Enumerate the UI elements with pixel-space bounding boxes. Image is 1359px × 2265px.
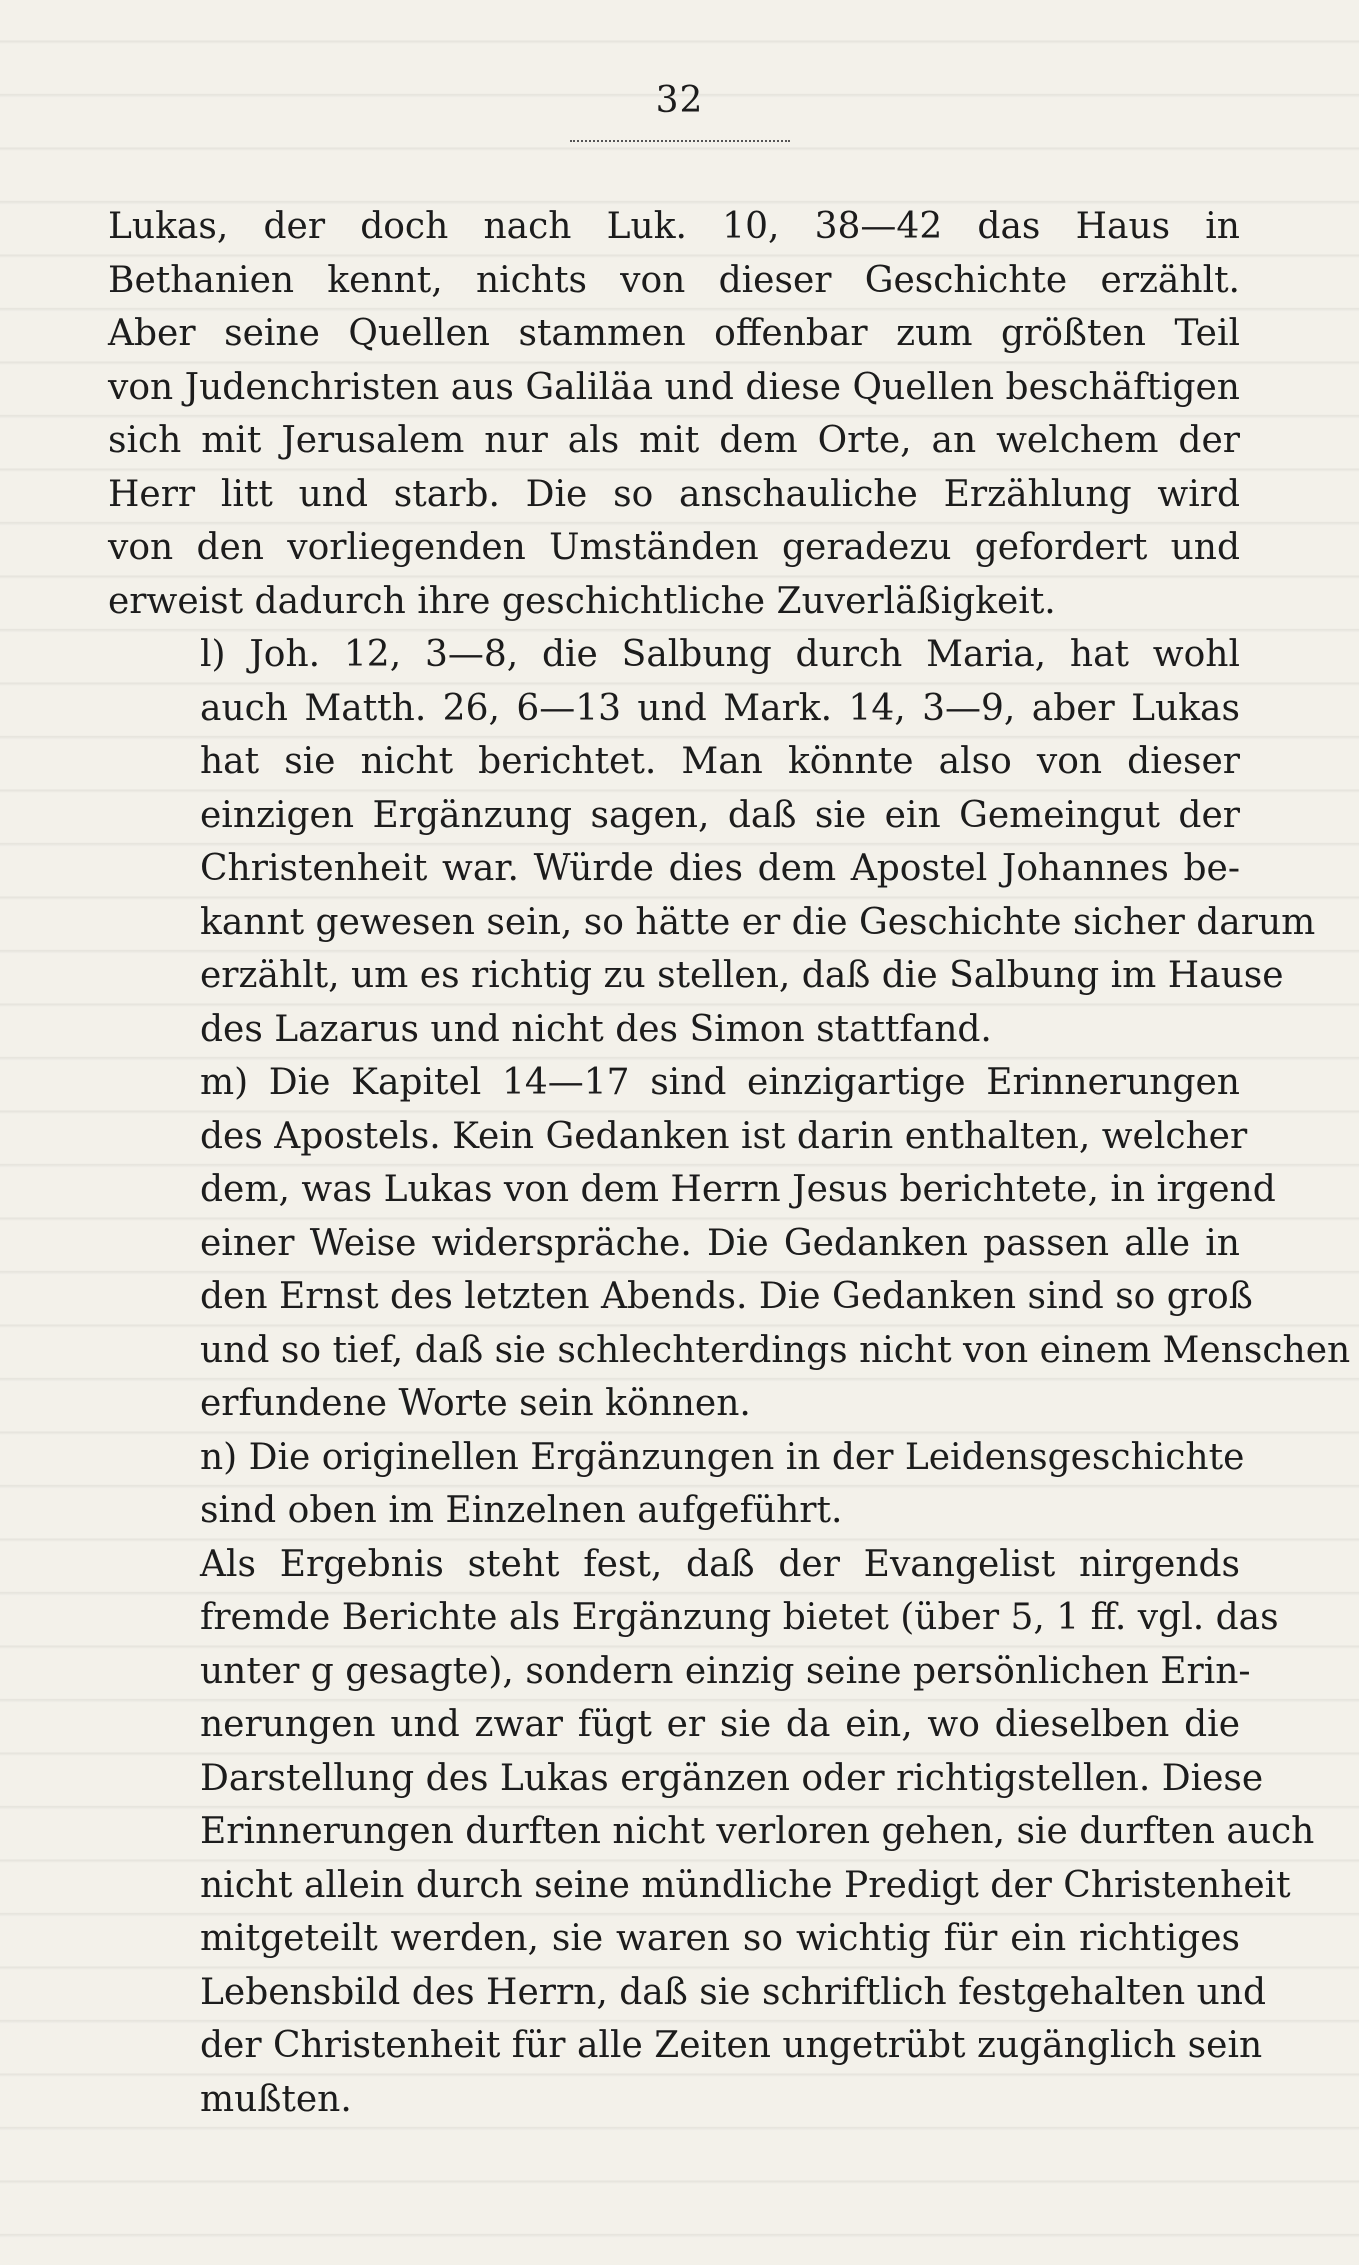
text-line: einer Weise widerspräche. Die Gedanken passen alle in (200, 1222, 1240, 1264)
text-line: Lukas, der doch nach Luk. 10, 38—42 das Haus in (108, 206, 1240, 247)
text-line: Bethanien kennt, nichts von dieser Geschichte erzählt. (108, 259, 1240, 301)
text-line: Lebensbild des Herrn, daß sie schriftlich festgehalten und (200, 1971, 1267, 2013)
text-line: des Apostels. Kein Gedanken ist darin enthalten, welcher (200, 1115, 1248, 1157)
text-line: den Ernst des letzten Abends. Die Gedanken sind so groß (200, 1276, 1253, 1317)
header-rule (570, 140, 790, 142)
text-line: Erinnerungen durften nicht verloren gehen, sie durften auch (200, 1811, 1315, 1852)
text-line: erfundene Worte sein können. (200, 1383, 751, 1424)
text-line: l) Joh. 12, 3—8, die Salbung durch Maria, hat wohl (200, 634, 1240, 675)
text-line: Christenheit war. Würde dies dem Apostel Johannes be- (200, 848, 1240, 889)
body-text (108, 200, 1351, 2126)
paragraph-p2 (108, 628, 1316, 1056)
text-line: dem, was Lukas von dem Herrn Jesus berichtete, in irgend (200, 1169, 1276, 1210)
text-line: sich mit Jerusalem nur als mit dem Orte, an welchem der (108, 420, 1240, 461)
text-line: von den vorliegenden Umständen geradezu gefordert und (108, 527, 1240, 568)
text-line: erzählt, um es richtig zu stellen, daß die Salbung im Hause (200, 955, 1284, 996)
text-line: erweist dadurch ihre geschichtliche Zuverläßigkeit. (108, 580, 1056, 622)
text-line: Aber seine Quellen stammen offenbar zum größten Teil (108, 313, 1240, 354)
text-line: auch Matth. 26, 6—13 und Mark. 14, 3—9, aber Lukas (200, 687, 1240, 729)
page-number: 32 (655, 80, 704, 121)
text-line: hat sie nicht berichtet. Man könnte also von dieser (200, 741, 1240, 782)
text-line: nerungen und zwar fügt er sie da ein, wo dieselben die (200, 1704, 1240, 1745)
paragraph-p5 (108, 1538, 1315, 2127)
text-line: unter g gesagte), sondern einzig seine persönlichen Erin- (200, 1650, 1251, 1692)
text-line: Als Ergebnis steht fest, daß der Evangelist nirgends (200, 1543, 1240, 1585)
text-line: mitgeteilt werden, sie waren so wichtig für ein richtiges (200, 1918, 1240, 1959)
text-line: des Lazarus und nicht des Simon stattfand. (200, 1008, 992, 1050)
text-line: der Christenheit für alle Zeiten ungetrübt zugänglich sein (200, 2025, 1263, 2066)
text-line: nicht allein durch seine mündliche Predigt der Christenheit (200, 1864, 1291, 1906)
paragraph-p4 (108, 1431, 1245, 1538)
text-line: sind oben im Einzelnen aufgeführt. (200, 1490, 843, 1531)
paragraph-p1 (108, 200, 1240, 628)
text-line: Herr litt und starb. Die so anschauliche Erzählung wird (108, 473, 1240, 515)
text-line: mußten. (200, 2078, 352, 2120)
text-line: einzigen Ergänzung sagen, daß sie ein Gemeingut der (200, 794, 1240, 836)
text-line: fremde Berichte als Ergänzung bietet (über 5, 1 ff. vgl. das (200, 1597, 1279, 1638)
text-line: Darstellung des Lukas ergänzen oder richtigstellen. Diese (200, 1757, 1264, 1799)
text-line: m) Die Kapitel 14—17 sind einzigartige Erinnerungen (200, 1062, 1240, 1103)
text-line: und so tief, daß sie schlechterdings nicht von einem Menschen (200, 1329, 1351, 1371)
text-line: kannt gewesen sein, so hätte er die Geschichte sicher darum (200, 901, 1316, 943)
text-line: n) Die originellen Ergänzungen in der Leidensgeschichte (200, 1436, 1245, 1478)
text-line: von Judenchristen aus Galiläa und diese Quellen beschäftigen (108, 366, 1240, 408)
paragraph-p3 (108, 1056, 1351, 1431)
